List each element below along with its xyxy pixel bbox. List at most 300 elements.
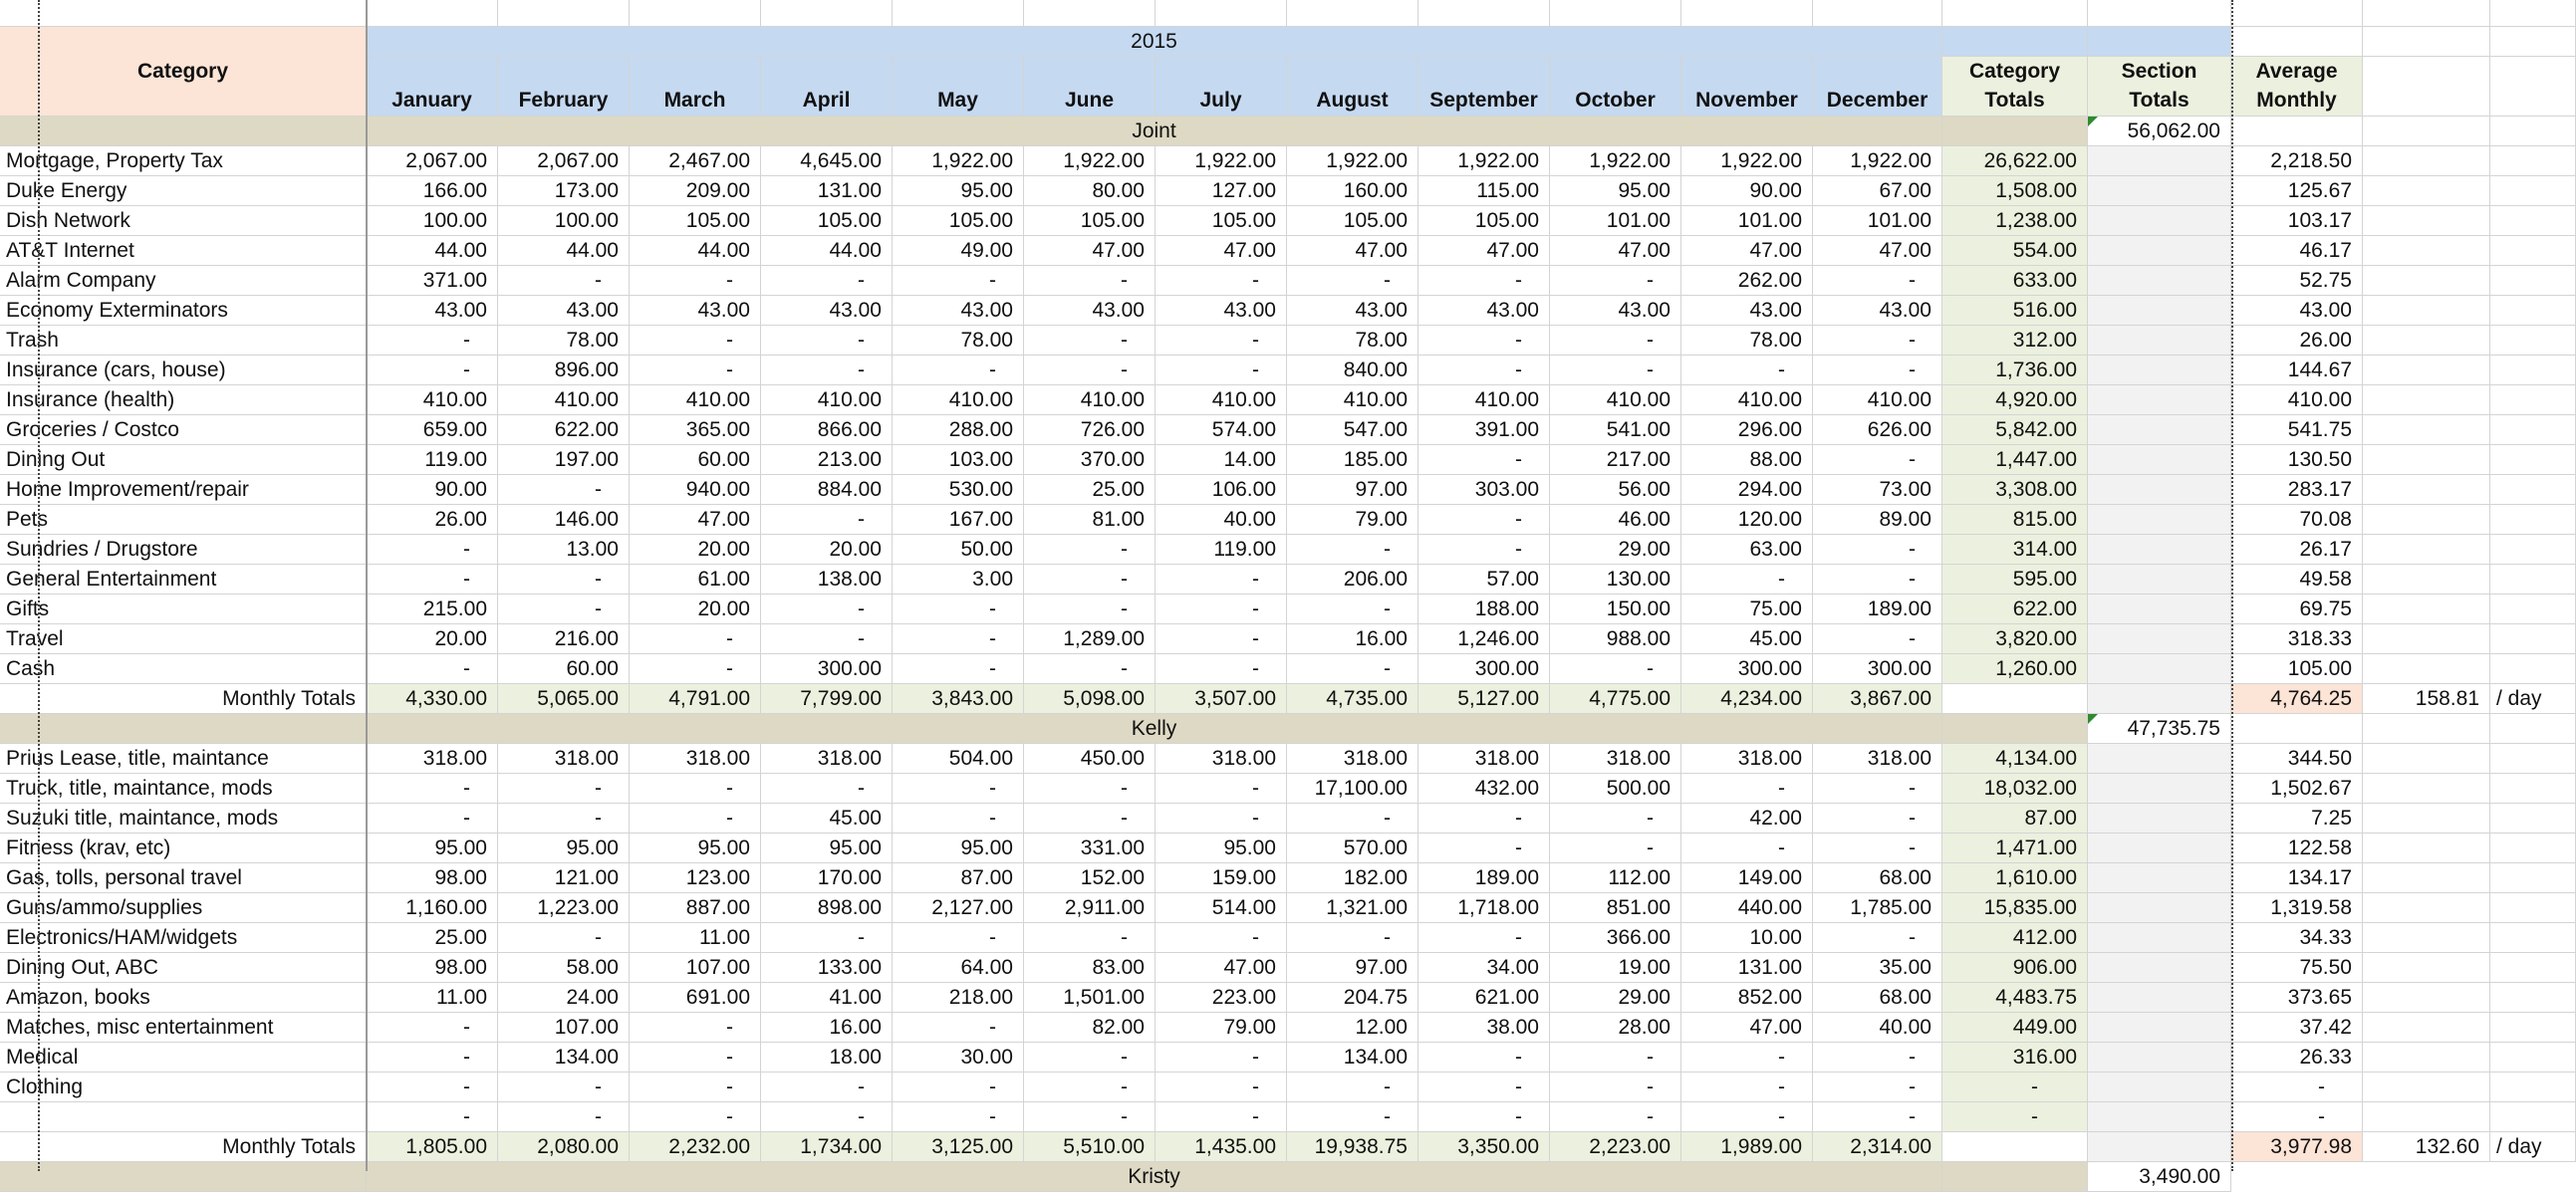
value-cell[interactable]: - — [630, 1073, 761, 1102]
category-total[interactable]: 87.00 — [1942, 804, 2088, 834]
value-cell[interactable]: 67.00 — [1813, 176, 1942, 206]
value-cell[interactable]: - — [498, 475, 630, 505]
average-monthly[interactable]: 46.17 — [2231, 236, 2363, 266]
section-total-empty[interactable] — [2088, 535, 2231, 565]
empty-cell[interactable] — [2363, 804, 2490, 834]
value-cell[interactable]: 78.00 — [1287, 326, 1418, 356]
empty-cell[interactable] — [1942, 0, 2088, 27]
value-cell[interactable]: 78.00 — [498, 326, 630, 356]
section-total-empty[interactable] — [2088, 385, 2231, 415]
section-total[interactable]: 3,490.00 — [2088, 1162, 2231, 1192]
empty-cell[interactable] — [2363, 983, 2490, 1013]
value-cell[interactable]: - — [367, 1013, 498, 1043]
value-cell[interactable]: 131.00 — [1681, 953, 1813, 983]
value-cell[interactable]: 97.00 — [1287, 475, 1418, 505]
value-cell[interactable]: 43.00 — [498, 296, 630, 326]
value-cell[interactable]: - — [1418, 923, 1550, 953]
value-cell[interactable]: 95.00 — [498, 834, 630, 863]
value-cell[interactable]: 410.00 — [1156, 385, 1287, 415]
average-monthly[interactable]: 105.00 — [2231, 654, 2363, 684]
value-cell[interactable]: - — [1156, 326, 1287, 356]
value-cell[interactable]: 42.00 — [1681, 804, 1813, 834]
empty-cell[interactable] — [630, 0, 761, 27]
value-cell[interactable]: - — [1156, 1043, 1287, 1073]
empty-cell[interactable] — [1681, 0, 1813, 27]
section-total-empty[interactable] — [2088, 1013, 2231, 1043]
value-cell[interactable]: - — [1156, 804, 1287, 834]
value-cell[interactable]: 410.00 — [367, 385, 498, 415]
section-total-empty[interactable] — [2088, 923, 2231, 953]
value-cell[interactable]: 4,645.00 — [761, 146, 893, 176]
value-cell[interactable]: 318.00 — [1550, 744, 1681, 774]
value-cell[interactable]: 34.00 — [1418, 953, 1550, 983]
value-cell[interactable]: - — [1156, 266, 1287, 296]
value-cell[interactable]: - — [1813, 565, 1942, 595]
value-cell[interactable]: - — [761, 1073, 893, 1102]
value-cell[interactable]: 173.00 — [498, 176, 630, 206]
value-cell[interactable]: - — [498, 804, 630, 834]
value-cell[interactable]: - — [367, 565, 498, 595]
average-monthly-header[interactable] — [2231, 57, 2363, 117]
empty-cell[interactable] — [2490, 1013, 2576, 1043]
empty-cell[interactable] — [2490, 565, 2576, 595]
value-cell[interactable]: - — [1156, 1102, 1287, 1132]
category-total[interactable]: 18,032.00 — [1942, 774, 2088, 804]
value-cell[interactable]: 119.00 — [1156, 535, 1287, 565]
value-cell[interactable]: 25.00 — [367, 923, 498, 953]
monthly-total[interactable]: 5,510.00 — [1024, 1132, 1156, 1162]
average-monthly[interactable]: 2,218.50 — [2231, 146, 2363, 176]
value-cell[interactable]: 300.00 — [1681, 654, 1813, 684]
empty-cell[interactable] — [2363, 0, 2490, 27]
value-cell[interactable]: - — [1418, 1102, 1550, 1132]
value-cell[interactable]: 318.00 — [1156, 744, 1287, 774]
value-cell[interactable]: - — [761, 624, 893, 654]
year-header-extension[interactable] — [1942, 27, 2088, 57]
average-monthly[interactable]: 69.75 — [2231, 595, 2363, 624]
value-cell[interactable]: 56.00 — [1550, 475, 1681, 505]
section-band[interactable] — [0, 714, 367, 744]
category-total[interactable]: 622.00 — [1942, 595, 2088, 624]
value-cell[interactable]: 90.00 — [367, 475, 498, 505]
row-label[interactable]: Alarm Company — [0, 266, 367, 296]
per-day-value[interactable]: 158.81 — [2363, 684, 2490, 714]
value-cell[interactable]: - — [1550, 1102, 1681, 1132]
empty-cell[interactable] — [2363, 624, 2490, 654]
section-name[interactable]: Kristy — [367, 1162, 1942, 1192]
monthly-total[interactable]: 1,734.00 — [761, 1132, 893, 1162]
empty-cell[interactable] — [1156, 0, 1287, 27]
average-monthly[interactable]: 373.65 — [2231, 983, 2363, 1013]
empty-cell[interactable] — [1813, 0, 1942, 27]
empty-cell[interactable] — [2363, 356, 2490, 385]
category-total[interactable]: - — [1942, 1102, 2088, 1132]
value-cell[interactable]: 300.00 — [761, 654, 893, 684]
empty-cell[interactable] — [2490, 356, 2576, 385]
value-cell[interactable]: 43.00 — [1550, 296, 1681, 326]
average-monthly[interactable]: 75.50 — [2231, 953, 2363, 983]
value-cell[interactable]: 726.00 — [1024, 415, 1156, 445]
section-total-empty[interactable] — [2088, 744, 2231, 774]
value-cell[interactable]: 504.00 — [893, 744, 1024, 774]
row-label[interactable]: Dish Network — [0, 206, 367, 236]
value-cell[interactable]: 1,785.00 — [1813, 893, 1942, 923]
section-name[interactable]: Joint — [367, 117, 1942, 146]
empty-cell[interactable] — [2363, 834, 2490, 863]
value-cell[interactable]: 318.00 — [761, 744, 893, 774]
empty-cell[interactable] — [2490, 27, 2576, 57]
value-cell[interactable]: 120.00 — [1681, 505, 1813, 535]
value-cell[interactable]: 318.00 — [367, 744, 498, 774]
monthly-total[interactable]: 1,805.00 — [367, 1132, 498, 1162]
value-cell[interactable]: 11.00 — [630, 923, 761, 953]
value-cell[interactable]: 570.00 — [1287, 834, 1418, 863]
empty-cell[interactable] — [2490, 893, 2576, 923]
average-monthly[interactable]: 43.00 — [2231, 296, 2363, 326]
value-cell[interactable]: 410.00 — [893, 385, 1024, 415]
row-label[interactable]: Electronics/HAM/widgets — [0, 923, 367, 953]
empty-cell[interactable] — [0, 0, 367, 27]
value-cell[interactable]: 43.00 — [1813, 296, 1942, 326]
value-cell[interactable]: - — [1813, 535, 1942, 565]
value-cell[interactable]: 450.00 — [1024, 744, 1156, 774]
value-cell[interactable]: 44.00 — [498, 236, 630, 266]
value-cell[interactable]: 12.00 — [1287, 1013, 1418, 1043]
value-cell[interactable]: 318.00 — [630, 744, 761, 774]
value-cell[interactable]: 262.00 — [1681, 266, 1813, 296]
value-cell[interactable]: - — [1287, 923, 1418, 953]
value-cell[interactable]: 81.00 — [1024, 505, 1156, 535]
value-cell[interactable]: 852.00 — [1681, 983, 1813, 1013]
value-cell[interactable]: - — [1287, 1073, 1418, 1102]
average-monthly[interactable]: 34.33 — [2231, 923, 2363, 953]
value-cell[interactable]: 166.00 — [367, 176, 498, 206]
value-cell[interactable]: - — [1024, 326, 1156, 356]
value-cell[interactable]: 20.00 — [761, 535, 893, 565]
value-cell[interactable]: 1,501.00 — [1024, 983, 1156, 1013]
value-cell[interactable]: 138.00 — [761, 565, 893, 595]
value-cell[interactable]: 101.00 — [1550, 206, 1681, 236]
empty-cell[interactable] — [2363, 326, 2490, 356]
per-day-label[interactable]: / day — [2490, 1132, 2576, 1162]
row-label[interactable]: General Entertainment — [0, 565, 367, 595]
section-total-empty[interactable] — [2088, 624, 2231, 654]
value-cell[interactable]: 115.00 — [1418, 176, 1550, 206]
empty-cell[interactable] — [2363, 953, 2490, 983]
empty-cell[interactable] — [2490, 535, 2576, 565]
empty-cell[interactable] — [2363, 505, 2490, 535]
value-cell[interactable]: 2,127.00 — [893, 893, 1024, 923]
row-label[interactable]: Home Improvement/repair — [0, 475, 367, 505]
value-cell[interactable]: 500.00 — [1550, 774, 1681, 804]
value-cell[interactable]: 105.00 — [1156, 206, 1287, 236]
value-cell[interactable]: 288.00 — [893, 415, 1024, 445]
empty-cell[interactable] — [2490, 923, 2576, 953]
value-cell[interactable]: - — [1813, 326, 1942, 356]
value-cell[interactable]: 105.00 — [630, 206, 761, 236]
value-cell[interactable]: 35.00 — [1813, 953, 1942, 983]
value-cell[interactable]: 2,467.00 — [630, 146, 761, 176]
value-cell[interactable]: - — [630, 1043, 761, 1073]
value-cell[interactable]: 17,100.00 — [1287, 774, 1418, 804]
section-band[interactable] — [0, 1162, 367, 1192]
value-cell[interactable]: - — [1418, 535, 1550, 565]
value-cell[interactable]: 95.00 — [630, 834, 761, 863]
value-cell[interactable]: - — [498, 923, 630, 953]
value-cell[interactable]: - — [1024, 774, 1156, 804]
value-cell[interactable]: - — [893, 654, 1024, 684]
empty-cell[interactable] — [2490, 415, 2576, 445]
empty-cell[interactable] — [2490, 505, 2576, 535]
monthly-total[interactable]: 2,080.00 — [498, 1132, 630, 1162]
row-label[interactable]: Amazon, books — [0, 983, 367, 1013]
average-monthly[interactable]: 26.17 — [2231, 535, 2363, 565]
section-total-empty[interactable] — [2088, 834, 2231, 863]
value-cell[interactable]: 18.00 — [761, 1043, 893, 1073]
value-cell[interactable]: 410.00 — [1287, 385, 1418, 415]
value-cell[interactable]: 60.00 — [630, 445, 761, 475]
value-cell[interactable]: - — [630, 654, 761, 684]
row-label[interactable]: Gas, tolls, personal travel — [0, 863, 367, 893]
value-cell[interactable]: 1,922.00 — [1156, 146, 1287, 176]
value-cell[interactable]: 100.00 — [498, 206, 630, 236]
category-total[interactable]: 1,238.00 — [1942, 206, 2088, 236]
average-monthly[interactable]: 26.33 — [2231, 1043, 2363, 1073]
row-label[interactable]: Suzuki title, maintance, mods — [0, 804, 367, 834]
empty-cell[interactable] — [2490, 1043, 2576, 1073]
value-cell[interactable]: 46.00 — [1550, 505, 1681, 535]
value-cell[interactable]: - — [1681, 1043, 1813, 1073]
value-cell[interactable]: 30.00 — [893, 1043, 1024, 1073]
empty-cell[interactable] — [2363, 923, 2490, 953]
value-cell[interactable]: - — [1156, 1073, 1287, 1102]
value-cell[interactable]: 1,922.00 — [1681, 146, 1813, 176]
value-cell[interactable]: 43.00 — [1681, 296, 1813, 326]
value-cell[interactable]: 63.00 — [1681, 535, 1813, 565]
value-cell[interactable]: 95.00 — [893, 176, 1024, 206]
empty-cell[interactable] — [2490, 445, 2576, 475]
value-cell[interactable]: 884.00 — [761, 475, 893, 505]
value-cell[interactable]: 44.00 — [630, 236, 761, 266]
value-cell[interactable]: - — [498, 595, 630, 624]
value-cell[interactable]: 50.00 — [893, 535, 1024, 565]
value-cell[interactable]: 217.00 — [1550, 445, 1681, 475]
value-cell[interactable]: - — [1550, 834, 1681, 863]
row-label[interactable]: Travel — [0, 624, 367, 654]
value-cell[interactable]: 440.00 — [1681, 893, 1813, 923]
section-total-empty[interactable] — [2088, 774, 2231, 804]
value-cell[interactable]: - — [1287, 535, 1418, 565]
empty-cell[interactable] — [2490, 744, 2576, 774]
value-cell[interactable]: 1,246.00 — [1418, 624, 1550, 654]
value-cell[interactable]: - — [761, 595, 893, 624]
section-total-empty[interactable] — [2088, 326, 2231, 356]
empty-cell[interactable] — [2363, 774, 2490, 804]
value-cell[interactable]: 107.00 — [630, 953, 761, 983]
value-cell[interactable]: 318.00 — [1418, 744, 1550, 774]
average-monthly[interactable]: 283.17 — [2231, 475, 2363, 505]
value-cell[interactable]: 204.75 — [1287, 983, 1418, 1013]
section-total-empty[interactable] — [2088, 684, 2231, 714]
value-cell[interactable]: 988.00 — [1550, 624, 1681, 654]
value-cell[interactable]: 366.00 — [1550, 923, 1681, 953]
value-cell[interactable]: - — [1418, 834, 1550, 863]
empty-cell[interactable] — [2490, 624, 2576, 654]
monthly-total[interactable]: 4,234.00 — [1681, 684, 1813, 714]
value-cell[interactable]: 57.00 — [1418, 565, 1550, 595]
empty-cell[interactable] — [2363, 475, 2490, 505]
value-cell[interactable]: - — [1156, 654, 1287, 684]
value-cell[interactable]: - — [1550, 654, 1681, 684]
value-cell[interactable]: 95.00 — [1550, 176, 1681, 206]
value-cell[interactable]: - — [367, 654, 498, 684]
value-cell[interactable]: - — [1550, 1043, 1681, 1073]
empty-cell[interactable] — [2363, 236, 2490, 266]
monthly-total[interactable]: 2,232.00 — [630, 1132, 761, 1162]
section-total-empty[interactable] — [2088, 505, 2231, 535]
value-cell[interactable]: 131.00 — [761, 176, 893, 206]
value-cell[interactable]: 47.00 — [1681, 1013, 1813, 1043]
monthly-total[interactable]: 4,735.00 — [1287, 684, 1418, 714]
value-cell[interactable]: - — [1813, 834, 1942, 863]
value-cell[interactable]: - — [630, 1013, 761, 1043]
value-cell[interactable]: - — [1681, 356, 1813, 385]
value-cell[interactable]: - — [1418, 804, 1550, 834]
monthly-total[interactable]: 1,989.00 — [1681, 1132, 1813, 1162]
value-cell[interactable]: 167.00 — [893, 505, 1024, 535]
value-cell[interactable]: 1,922.00 — [1287, 146, 1418, 176]
value-cell[interactable]: - — [761, 505, 893, 535]
value-cell[interactable]: 130.00 — [1550, 565, 1681, 595]
empty-cell[interactable] — [2490, 236, 2576, 266]
category-total[interactable]: 314.00 — [1942, 535, 2088, 565]
value-cell[interactable]: 101.00 — [1813, 206, 1942, 236]
empty-cell[interactable] — [2088, 0, 2231, 27]
value-cell[interactable]: 47.00 — [1418, 236, 1550, 266]
value-cell[interactable]: 75.00 — [1681, 595, 1813, 624]
value-cell[interactable]: - — [1287, 654, 1418, 684]
empty-cell[interactable] — [367, 0, 498, 27]
value-cell[interactable]: 1,922.00 — [1813, 146, 1942, 176]
empty-cell[interactable] — [2231, 117, 2363, 146]
value-cell[interactable]: 410.00 — [1813, 385, 1942, 415]
monthly-total[interactable]: 2,223.00 — [1550, 1132, 1681, 1162]
value-cell[interactable]: 1,160.00 — [367, 893, 498, 923]
value-cell[interactable]: 11.00 — [367, 983, 498, 1013]
value-cell[interactable]: 159.00 — [1156, 863, 1287, 893]
value-cell[interactable]: 410.00 — [1681, 385, 1813, 415]
category-total[interactable]: 4,483.75 — [1942, 983, 2088, 1013]
value-cell[interactable]: - — [761, 923, 893, 953]
value-cell[interactable]: 43.00 — [1418, 296, 1550, 326]
value-cell[interactable]: 182.00 — [1287, 863, 1418, 893]
value-cell[interactable]: 3.00 — [893, 565, 1024, 595]
section-total-empty[interactable] — [2088, 356, 2231, 385]
value-cell[interactable]: 1,321.00 — [1287, 893, 1418, 923]
value-cell[interactable]: 391.00 — [1418, 415, 1550, 445]
section-total-empty[interactable] — [2088, 206, 2231, 236]
value-cell[interactable]: - — [1024, 654, 1156, 684]
value-cell[interactable]: - — [1024, 356, 1156, 385]
value-cell[interactable]: 2,911.00 — [1024, 893, 1156, 923]
value-cell[interactable]: 410.00 — [1024, 385, 1156, 415]
value-cell[interactable]: - — [761, 1102, 893, 1132]
value-cell[interactable]: 47.00 — [1156, 236, 1287, 266]
section-total-empty[interactable] — [2088, 893, 2231, 923]
month-header[interactable]: January — [367, 57, 498, 117]
empty-cell[interactable] — [2490, 296, 2576, 326]
average-monthly[interactable]: 37.42 — [2231, 1013, 2363, 1043]
value-cell[interactable]: 10.00 — [1681, 923, 1813, 953]
category-total[interactable]: 1,736.00 — [1942, 356, 2088, 385]
value-cell[interactable]: - — [498, 1073, 630, 1102]
value-cell[interactable]: - — [893, 1013, 1024, 1043]
empty-cell[interactable] — [2490, 117, 2576, 146]
value-cell[interactable]: 134.00 — [1287, 1043, 1418, 1073]
category-total[interactable]: - — [1942, 1073, 2088, 1102]
value-cell[interactable]: 43.00 — [630, 296, 761, 326]
section-total-empty[interactable] — [2088, 266, 2231, 296]
row-label[interactable]: Economy Exterminators — [0, 296, 367, 326]
value-cell[interactable]: 24.00 — [498, 983, 630, 1013]
month-header[interactable]: August — [1287, 57, 1418, 117]
value-cell[interactable]: 106.00 — [1156, 475, 1287, 505]
value-cell[interactable]: 95.00 — [367, 834, 498, 863]
category-total[interactable]: 5,842.00 — [1942, 415, 2088, 445]
value-cell[interactable]: 105.00 — [1287, 206, 1418, 236]
empty-cell[interactable] — [2231, 0, 2363, 27]
value-cell[interactable]: 216.00 — [498, 624, 630, 654]
row-label[interactable]: Mortgage, Property Tax — [0, 146, 367, 176]
section-total-empty[interactable] — [2088, 296, 2231, 326]
section-total-empty[interactable] — [2088, 1102, 2231, 1132]
value-cell[interactable]: - — [893, 624, 1024, 654]
row-label[interactable]: Duke Energy — [0, 176, 367, 206]
empty-cell[interactable] — [2363, 893, 2490, 923]
empty-cell[interactable] — [2490, 834, 2576, 863]
empty-cell[interactable] — [2363, 714, 2490, 744]
row-label[interactable]: Cash — [0, 654, 367, 684]
empty-cell[interactable] — [2490, 983, 2576, 1013]
value-cell[interactable]: - — [1156, 624, 1287, 654]
value-cell[interactable]: - — [1024, 804, 1156, 834]
average-monthly[interactable]: - — [2231, 1073, 2363, 1102]
value-cell[interactable]: 61.00 — [630, 565, 761, 595]
empty-cell[interactable] — [2490, 654, 2576, 684]
value-cell[interactable]: - — [367, 804, 498, 834]
empty-cell[interactable] — [498, 0, 630, 27]
value-cell[interactable]: 1,223.00 — [498, 893, 630, 923]
value-cell[interactable]: 365.00 — [630, 415, 761, 445]
value-cell[interactable]: - — [1550, 356, 1681, 385]
value-cell[interactable]: 19.00 — [1550, 953, 1681, 983]
value-cell[interactable]: 213.00 — [761, 445, 893, 475]
value-cell[interactable]: - — [1287, 1102, 1418, 1132]
empty-cell[interactable] — [761, 0, 893, 27]
value-cell[interactable]: 89.00 — [1813, 505, 1942, 535]
average-monthly[interactable]: 125.67 — [2231, 176, 2363, 206]
value-cell[interactable]: 197.00 — [498, 445, 630, 475]
value-cell[interactable]: 410.00 — [1418, 385, 1550, 415]
category-total[interactable]: 312.00 — [1942, 326, 2088, 356]
empty-cell[interactable] — [2363, 266, 2490, 296]
value-cell[interactable]: - — [893, 1073, 1024, 1102]
value-cell[interactable]: - — [1024, 565, 1156, 595]
value-cell[interactable]: 64.00 — [893, 953, 1024, 983]
value-cell[interactable]: 1,922.00 — [1024, 146, 1156, 176]
empty-cell[interactable] — [2490, 953, 2576, 983]
section-name[interactable]: Kelly — [367, 714, 1942, 744]
